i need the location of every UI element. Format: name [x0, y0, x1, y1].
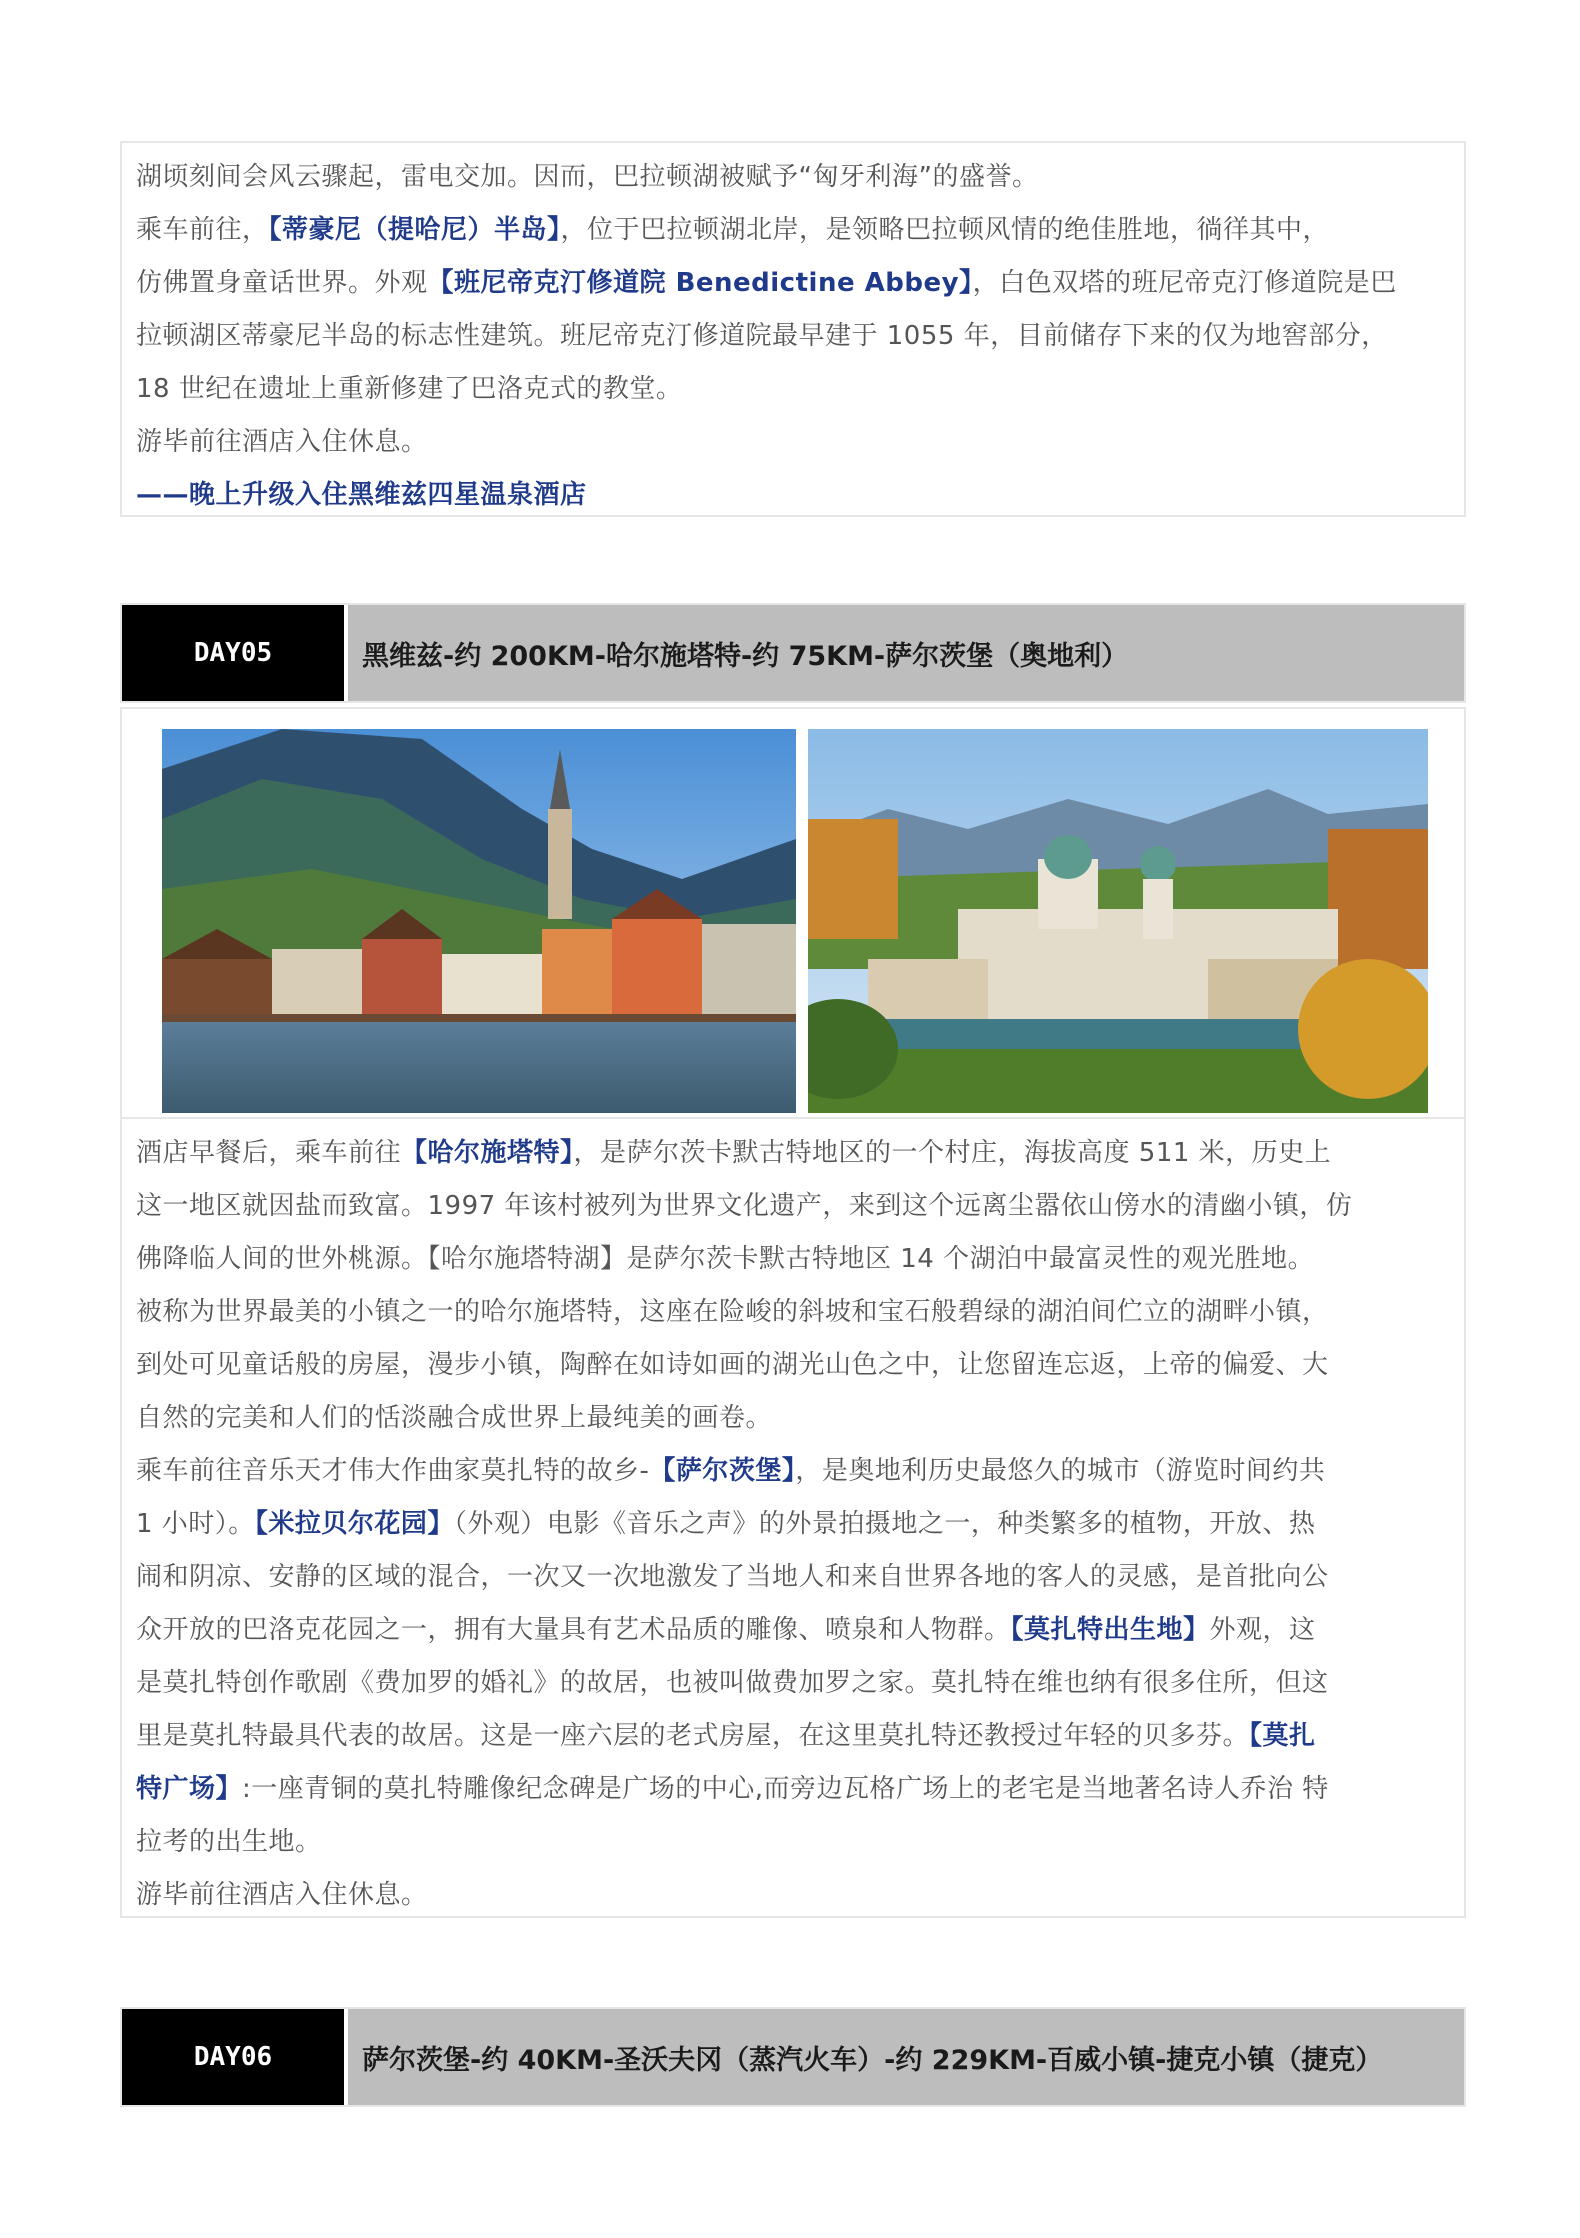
- day05-line: [136, 1604, 1452, 1657]
- day05-text-block: [120, 1117, 1466, 1918]
- day05-line: [136, 1180, 1452, 1233]
- body-text: ，是萨尔茨卡默古特地区的一个村庄，海拔高度 511 米，历史上: [573, 1138, 1332, 1168]
- highlight-text: 【蒂豪尼（提哈尼）半岛】: [268, 215, 561, 245]
- body-text: 仿佛置身童话世界。外观: [136, 268, 428, 298]
- day06-header: [120, 2007, 1466, 2107]
- body-text: 拉顿湖区蒂豪尼半岛的标志性建筑。班尼帝克汀修道院最早建于 1055 年，目前储存下来的仅为地窖部分，: [136, 321, 1388, 351]
- block1-line: [136, 310, 1452, 363]
- day05-line: [136, 1233, 1452, 1286]
- day05-line: [136, 1286, 1452, 1339]
- body-text: 酒店早餐后，乘车前往: [136, 1138, 402, 1168]
- body-text: 佛降临人间的世外桃源。【哈尔施塔特湖】是萨尔茨卡默古特地区 14 个湖泊中最富灵性的观光胜地。: [136, 1244, 1315, 1274]
- day05-label: DAY05: [122, 605, 344, 701]
- day05-line: [136, 1551, 1452, 1604]
- day06-label: DAY06: [122, 2009, 344, 2105]
- day05-line: [136, 1127, 1452, 1180]
- body-text: ，白色双塔的班尼帝克汀修道院是巴: [972, 268, 1397, 298]
- highlight-text: 【萨尔茨堡】: [649, 1456, 796, 1486]
- body-text: 1 小时）。: [136, 1509, 255, 1539]
- body-text: 乘车前往音乐天才伟大作曲家莫扎特的故乡-: [136, 1456, 650, 1486]
- day04-continuation-block: [120, 141, 1466, 517]
- body-text: 这一地区就因盐而致富。1997 年该村被列为世界文化遗产，来到这个远离尘嚣依山傍水的清幽小镇，仿: [136, 1191, 1353, 1221]
- body-text: 众开放的巴洛克花园之一，拥有大量具有艺术品质的雕像、喷泉和人物群。: [136, 1615, 1011, 1645]
- body-text: 外观，这: [1209, 1615, 1316, 1645]
- highlight-text: 【哈尔施塔特】: [401, 1138, 574, 1168]
- body-text: 游毕前往酒店入住休息。: [136, 427, 428, 457]
- body-text: （外观）电影《音乐之声》的外景拍摄地之一，种类繁多的植物，开放、热: [453, 1509, 1316, 1539]
- block1-line: [136, 416, 1452, 469]
- body-text: 乘车前往，: [136, 215, 269, 245]
- day05-line: [136, 1763, 1452, 1816]
- day05-line: [136, 1392, 1452, 1445]
- body-text: ，是奥地利历史最悠久的城市（游览时间约共: [795, 1456, 1326, 1486]
- highlight-text: 【莫扎特出生地】: [1010, 1615, 1210, 1645]
- body-text: 拉考的出生地。: [136, 1827, 322, 1857]
- day05-line: [136, 1869, 1452, 1922]
- day05-photo-row: [120, 707, 1466, 1117]
- day05-title: 黑维兹-约 200KM-哈尔施塔特-约 75KM-萨尔茨堡（奥地利）: [348, 605, 1464, 701]
- block1-line: [136, 151, 1452, 204]
- block1-line: [136, 363, 1452, 416]
- body-text: 湖顷刻间会风云骤起，雷电交加。因而，巴拉顿湖被赋予“匈牙利海”的盛誉。: [136, 162, 1039, 192]
- body-text: 是莫扎特创作歌剧《费加罗的婚礼》的故居，也被叫做费加罗之家。莫扎特在维也纳有很多住所，但这: [136, 1668, 1329, 1698]
- body-text: 闹和阴凉、安静的区域的混合，一次又一次地激发了当地人和来自世界各地的客人的灵感，是首批向公: [136, 1562, 1329, 1592]
- body-text: 自然的完美和人们的恬淡融合成世界上最纯美的画卷。: [136, 1403, 773, 1433]
- block1-line: [136, 257, 1452, 310]
- body-text: 到处可见童话般的房屋，漫步小镇，陶醉在如诗如画的湖光山色之中，让您留连忘返，上帝的偏爱、大: [136, 1350, 1329, 1380]
- highlight-text: 【米拉贝尔花园】: [254, 1509, 454, 1539]
- day05-line: [136, 1710, 1452, 1763]
- highlight-text: 【莫扎: [1249, 1721, 1316, 1751]
- day05-line: [136, 1816, 1452, 1869]
- day06-title: 萨尔茨堡-约 40KM-圣沃夫冈（蒸汽火车）-约 229KM-百威小镇-捷克小镇（捷克）: [348, 2009, 1464, 2105]
- salzburg-photo: [808, 729, 1428, 1113]
- body-text: 里是莫扎特最具代表的故居。这是一座六层的老式房屋，在这里莫扎特还教授过年轻的贝多芬。: [136, 1721, 1250, 1751]
- body-text: :一座青铜的莫扎特雕像纪念碑是广场的中心,而旁边瓦格广场上的老宅是当地著名诗人乔治 特: [242, 1774, 1329, 1804]
- day05-line: [136, 1498, 1452, 1551]
- day05-header: [120, 603, 1466, 703]
- body-text: 游毕前往酒店入住休息。: [136, 1880, 428, 1910]
- highlight-text: 【班尼帝克汀修道院 Benedictine Abbey】: [427, 268, 973, 298]
- block1-line: [136, 204, 1452, 257]
- day05-line: [136, 1339, 1452, 1392]
- body-text: 被称为世界最美的小镇之一的哈尔施塔特，这座在险峻的斜坡和宝石般碧绿的湖泊间伫立的湖畔小镇，: [136, 1297, 1329, 1327]
- highlight-text: ——晚上升级入住黑维兹四星温泉酒店: [136, 480, 587, 510]
- block1-line: [136, 469, 1452, 522]
- highlight-text: 特广场】: [136, 1774, 243, 1804]
- body-text: 18 世纪在遗址上重新修建了巴洛克式的教堂。: [136, 374, 683, 404]
- day05-line: [136, 1657, 1452, 1710]
- hallstatt-photo: [162, 729, 796, 1113]
- day05-text: [122, 1119, 1464, 1928]
- day05-line: [136, 1445, 1452, 1498]
- body-text: ，位于巴拉顿湖北岸，是领略巴拉顿风情的绝佳胜地，徜徉其中，: [560, 215, 1330, 245]
- day04-text: [122, 143, 1464, 528]
